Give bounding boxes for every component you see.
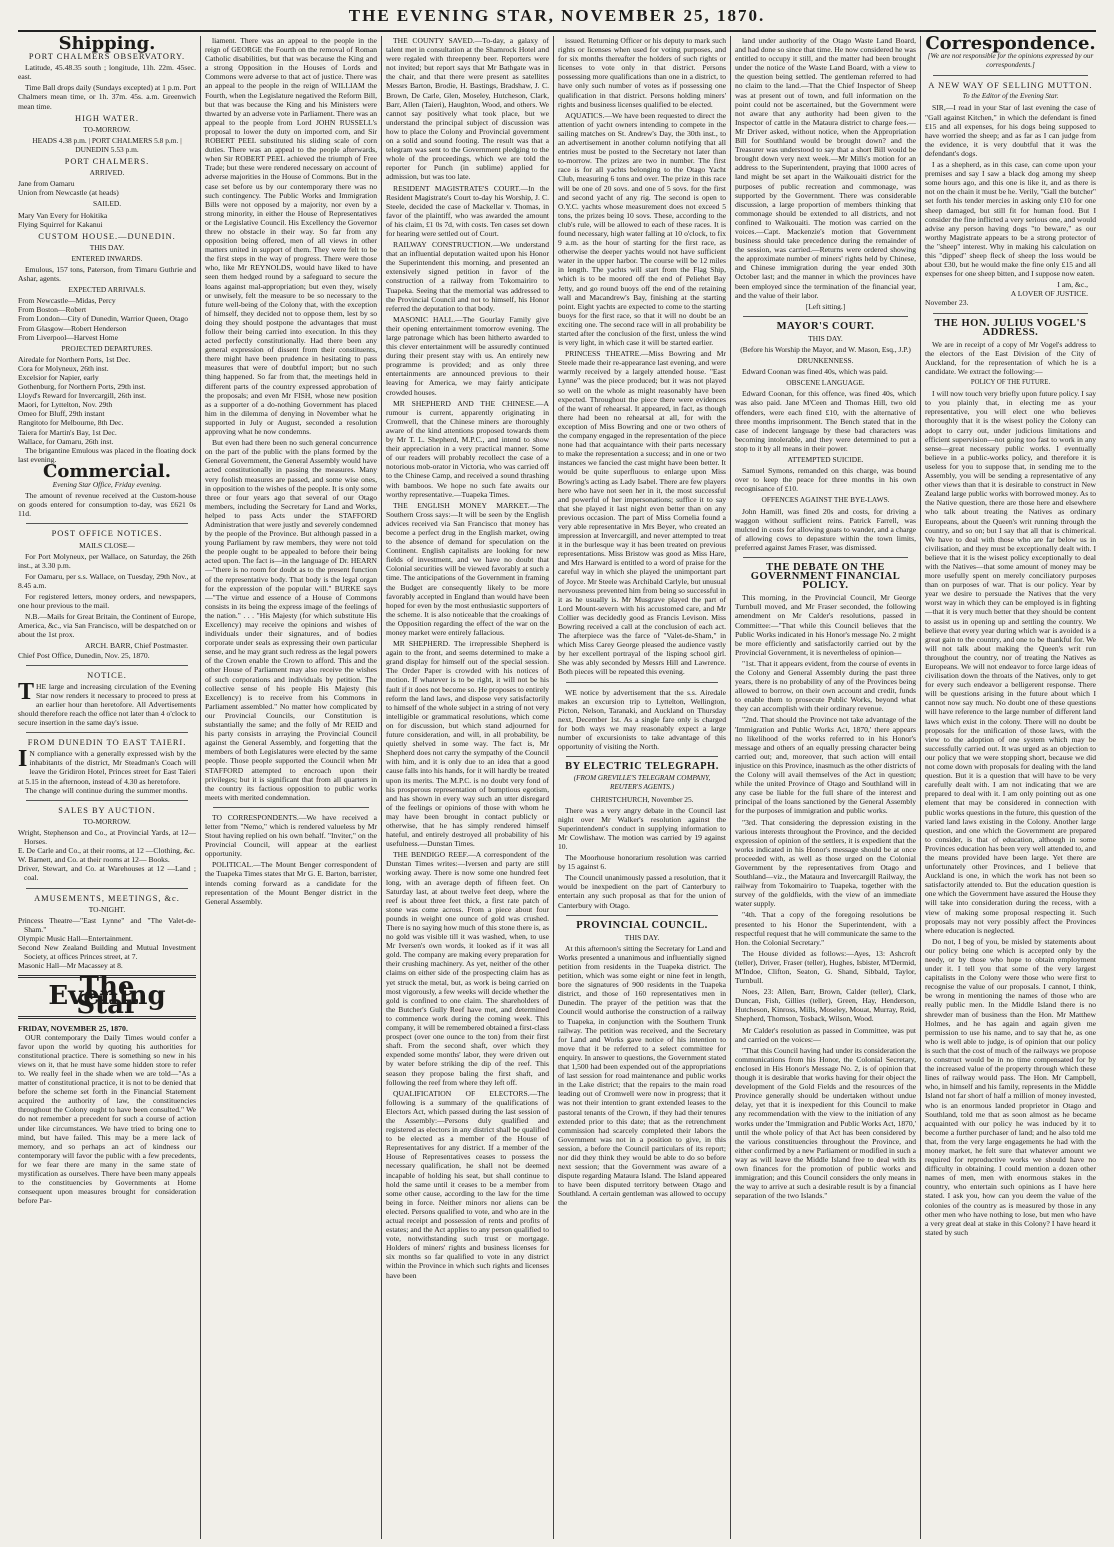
suicide-heading: ATTEMPTED SUICIDE. [787, 455, 864, 465]
telegraph-heading: BY ELECTRIC TELEGRAPH. [565, 761, 719, 773]
high-water-heading: HIGH WATER. [75, 113, 139, 123]
debate-text: "4th. That a copy of the foregoing resolutions be presented to his Honor the Superintendent, with a respectful request that he will communicate the same to the Hon. the Colonial Secretary." [735, 910, 916, 947]
amusements-heading: AMUSEMENTS, MEETINGS, &c. [34, 893, 180, 903]
list-item: From Boston—Robert [18, 305, 87, 315]
divider [743, 557, 908, 558]
list-item: Rangitoto for Melbourne, 8th Dec. [18, 418, 124, 428]
left-sitting: [Left sitting.] [805, 301, 846, 311]
entered-heading: ENTERED INWARDS. [71, 253, 143, 263]
list-item: From Newcastle—Midas, Percy [18, 296, 116, 306]
excursion-text: WE notice by advertisement that the s.s. Airedale makes an excursion trip to Lyttelton, Wellington, Picton, Nelson, Taranaki, and Auckland on Thursday next, December 1st. As a single fare only is charged for both ways we may reasonably expect a large number of excursionists to take advantage of this opportunity of visiting the North. [558, 687, 726, 752]
brigantine-text: The brigantine Emulous was placed in the floating dock last evening. [18, 445, 196, 464]
masthead [18, 6, 1096, 32]
list-item: Airedale for Northern Ports, 1st Dec. [18, 354, 131, 364]
taieri-text: I N compliance with a generally expressed wish by the inhabitants of the district, Mr Steadman's Coach will leave the Gridiron Hotel, Princes street for East Taieri at 5.15 in the afternoon, instead of 4.30 as heretofore. [18, 746, 196, 786]
debate-text: Noes, 23: Allen, Barr, Brown, Calder (teller), Clark, Duncan, Fish, Gillies (teller), Green, Hay, Henderson, Hutcheson, Kinross, Mills, Moseley, Mouat, Murray, Reid, Shepherd, Thomson, Tosback, Wilson, Wood. [735, 987, 916, 1024]
divider [26, 665, 188, 666]
taieri-text-2: The change will continue during the summer months. [25, 785, 188, 795]
mayor-bench: (Before his Worship the Mayor, and W. Mason, Esq., J.P.) [740, 345, 911, 354]
sales-heading: SALES BY AUCTION. [58, 805, 156, 815]
mails-close: MAILS CLOSE— [79, 540, 135, 550]
post-item: For Oamaru, per s.s. Wallace, on Tuesday, 29th Nov., at 8.45 a.m. [18, 571, 196, 590]
news-item: issued. Returning Officer or his deputy to mark such rights or licenses when used for voting purposes, and for six months thereafter the holders of such rights or licenses to vote only in that district. Persons possessing more qualifications than one in a district, to have only such number of votes as if possessing one qualification in that district. Persons holding miners' rights and business licenses qualified to be elected. [558, 36, 726, 109]
entered-text: Emulous, 157 tons, Paterson, from Timaru Guthrie and Ashar, agents. [18, 264, 196, 284]
provincial-continued: land under authority of the Otago Waste Land Board, and had done so since that time. He now considered he was entitled to occupy it still, and the matter had been brought under the notice of the Waste Land Board, with a view to the question being settled. The gentleman referred to had no claim to the land.—That the Chief Inspector of Sheep was at present out of town, and full information on the point could not be ascertained, but the Government were not aware that any authority had been given to the Inspector of cattle in the Mataura district to charge fees.—Mr Driver asked, without notice, when the Appropriation Bill for Southland would be brought down? and the Treasurer was understood to say that a short Bill would be brought down very next week.—Mr Mills's motion for an address to the Superintendent, praying that 1000 acres of land might be set apart in the Waikouaiti district for the purposes of public recreation and commonage, was supported by the Government. There was considerable discussion, a large proportion of members thinking that commonage should be extended to all districts, and not confined to Waikouaiti. The motion was carried on the voices.—Capt. Mackenzie's motion that Government business should take precedence during the remainder of the session, was carried.—Returns were ordered showing the approximate number of miners' rights held by Chinese, and Chinese immigration during the year ended 30th October last; and the manner in which the provinces have been employed since the termination of the financial year, and the value of their labor. [735, 36, 916, 300]
divider [933, 313, 1088, 314]
letter-text: SIR,—I read in your Star of last evening the case of "Gall against Kitchen," in which the defendant is fined £15 and all expenses, for his dogs being supposed to have worried the sheep; and as far as I can judge from the evidence, it is very doubtful that it was the defendant's dogs. [925, 103, 1096, 158]
debate-text: "2nd. That should the Province not take advantage of the 'Immigration and Public Works Act, 1870,' there appears no likelihood of the works referred to in his Honor's message and others of an equally pressing character being carried out; and, moreover, that such action will entail injustice on this Province, inasmuch as the other districts of the Colony will avail themselves of the Act in question; while the united Province of Otago and Southland will in any case be liable for the full share of the interest and principal of the loans sanctioned by the General Assembly for the purposes of immigration and public works. [735, 715, 916, 816]
post-item: N.B.—Mails for Great Britain, the Continent of Europe, America, &c., via San Francisco, will be despatched on or about the 1st prox. [18, 612, 196, 640]
column-rule [730, 36, 731, 1539]
column-2 [205, 36, 377, 1541]
mayor-sub: THIS DAY. [808, 333, 843, 343]
news-item: THE ENGLISH MONEY MARKET.—The Southern Cross says:—It will be seen by the English advices received via San Francisco that money has become a perfect drug in the English market, owing to the absence of demand for speculation on the Continent. English capitalists are looking for new fields of investment, and we have no doubt that Colonial securities will be viewed favorably at such a time. The anticipations of the Government in framing the Budget are consequently likely to be more favorably accepted in England than would have been hoped for even by the most enthusiastic supporters of the scheme. It is also noticeable that the croakings of the Opposition regarding the effect of the war on the money market were entirely fallacious. [386, 500, 549, 637]
divider [26, 523, 188, 524]
news-item: MR SHEPHERD. The irrepressible Shepherd is again to the front, and seems determined to make a grand display for himself out of the special session. The Order Paper is crowded with his notices of motion. If whatever is to be right, it will not be his fault if it does not become so. He proposes to entirely reform the land laws, and dispose very satisfactorily to himself of the whole subject in a string of not very intelligible or grammatical resolutions, which come on for discussion, but which stand adjourned for future consideration, and will, in all probability, be quietly shelved in some way. The fact is, Mr Shepherd does not carry the sympathy of the Council with him, and it is only due to an idea that a good cause falls into his hands, for it will hardly be treated upon its merits. The M.P.C. is no doubt very fond of his prosperous representation of bumptious egotism, and has shown in every way such an utter disregard of the feelings or opinions of those with whom he may have been brought in contact publicly or otherwise, that he has simply rendered himself hateful, and entirely destroyed all probability of his usefulness.—Dunstan Times. [386, 639, 549, 849]
list-item: Jane from Oamaru [18, 179, 75, 189]
debate-text: Mr Calder's resolution as passed in Committee, was put and carried on the voices:— [735, 1025, 916, 1044]
divider [26, 732, 188, 733]
provincial-text: At this afternoon's sitting the Secretary for Land and Works presented a unanimous and influentially signed petition from residents in the Tuapeka district. The petition, which was some eight or nine feet in length, bore the signatures of 900 residents in the Tuapeka district, and those of 160 representatives men in Dunedin. The prayer of the petition was that the Council would authorise the construction of a railway to Tuapeka, in conjunction with the Southern Trunk railway. The petition was received, and the Secretary for Land and Works gave notice of his intention to move that it be referred to a select committee for enquiry. In answer to questions, the Government stated that 1,500 had been expended out of the appropriations of last session for road maintenance and public works in the Lake district; that the repairs to the main road leading out of Cromwell were now in progress; that it was not their intention to grant extended leases to the pastoral tenants of the Crown, if they had their tenures extended prior to this date; that as the retrenchment commission had scarcely completed their labors the Government was not in a position to give, in this session, a before the Council particulars of its report; nor did they think they would be able to do so before next session; that the Government was aware of a dispute regarding Mataura Island. The Island appeared to have been disputed territory between Otago and Southland. A certain gentleman was allowed to occupy the [558, 943, 726, 1208]
list-item: From Liverpool—Harvest Home [18, 332, 118, 342]
list-item: From London—City of Dunedin, Warrior Queen, Otago [18, 314, 189, 324]
debate-text: The House divided as follows:—Ayes, 13: Ashcroft (teller), Driver, Fraser (teller), Hughes, Isbister, M'Dermid, M'Indoe, Clifton, Seaton, G. Shand, Sibbald, Taylor, Turnbull. [735, 948, 916, 986]
list-item: Taiera for Martin's Bay, 1st Dec. [18, 427, 117, 437]
revenue-text: The amount of revenue received at the Custom-house on goods entered for consumption to-day, was £621 0s 11d. [18, 491, 196, 519]
news-item: THE COUNTY SAVED.—To-day, a galaxy of talent met in consultation at the Shamrock Hotel and were regaled with threepenny beer. Reporters were not invited; but report says that Mr Bathgate was in the chair, and that there were present as satellites Messrs Barton, Brodie, H. Bastings, Bradshaw, J. C. Brown, De Carle, Glen, Moseley, Hutcheson, Clark, Barr, Allen (Taieri), Haughton, Wood, and others. We cannot say positively what took place, but we understand the principal subject of discussion was how to place the Colony and Provincial government on a solid and sound footing. The result was that a telegram was sent to the Government pledging to the whole of the proceedings, which we are told the reporter for Punch (in sublime) applied for admission, but was too late. [386, 36, 549, 182]
drunk-heading: DRUNKENNESS. [797, 356, 854, 366]
column-3 [386, 36, 549, 1541]
observatory-heading: PORT CHALMERS OBSERVATORY. [28, 52, 186, 62]
expected-heading: EXPECTED ARRIVALS. [68, 285, 146, 295]
mayor-heading: MAYOR'S COURT. [776, 320, 875, 332]
dateline: FRIDAY, NOVEMBER 25, 1870. [18, 1023, 128, 1033]
letter-text: I as a shepherd, as in this case, can come upon your premises and say I saw a black dog among my sheep some hours ago, and this one is like it, and as there is not on the chain it must be he. Verily, "Gall the butcher" set forth his tender mercies in asking only £10 for one sheep damaged, but still fit for human food. But I consider the fine inflicted a very serious one, and would advise any person having dogs "to beware," as our worthy Magistrate appears to be a strong protector of the "sheep" interest. Why in making his calculation on this "dipped" sheep fleck of sheep the loss would be about £30, but he would make the fine only £15 and all expenses for one sheep bitten, and I suppose now eaten. [925, 160, 1096, 279]
divider [566, 682, 718, 683]
telegraph-source: (FROM GREVILLE'S TELEGRAM COMPANY, REUTER'S AGENTS.) [573, 774, 711, 792]
vogel-text: Do not, I beg of you, be misled by statements about our policy being one which is accepted only by the needy, or by those who hope to obtain employment under it. I tell you that some of the very largest capitalists in the Colony were those who were first to recognise the value of our proposals. I cannot, I think, be wrong in mentioning the names of those who are really public men. In the Middle Island there is no shrewder man of business than the Hon. Mr Matthew Holmes, and he has again and again given me permission to use his name, and to say that he, as one who is well able to judge, is of opinion that our policy is such that the cost of much of the railways we propose to construct would be in no time compensated for by the increased value of the property through which these lines of railway would pass. The Hon. Mr Campbell, who, in himself and his family, represents in the Middle Island not far short of half a million of money invested, who is an enormous landed proprietor in Otago and Southland, told me that as soon almost as he became acquainted with our policy he was induced by it to become a further purchaser of land; and he also told me that, from the very large engagements he had with the money market, he felt sure that whatever amount we required for reproductive works we should have no difficulty in obtaining. I could mention a dozen other names of men, men with enormous stakes in the country, who entertain such opinions as I have here stated. I ask you, how can you deem the value of the colonies of the country as is measured by those in any other men who have nothing to lose, but men who have a very great deal at stake in this Colony? I have heard it stated by such [925, 936, 1096, 1237]
correspondents-text: —We have received a letter from "Nemo," which is rendered valueless by Mr Stout having replied on his own behalf. "Inviter," on the Provincial Council, will appear at the earliest opportunity. [205, 812, 377, 859]
column-6 [925, 36, 1096, 1541]
section-correspondence: Correspondence. [925, 36, 1096, 54]
news-item: QUALIFICATION OF ELECTORS.—The following is a summary of the qualifications of Electors Act, which passed during the last session of the Assembly:—Persons duly qualified and registered as electors in any district shall be qualified to be elected as a member of the House of Representatives for any district. If a member of the House of Representatives ceases to possess the necessary qualification, he shall not be deemed incapable of holding his seat, but shall continue to hold the same until it ceases to be a member from some other cause, according to the law for the time being in force. Neither minors nor aliens can be elected. Persons qualified to vote, and who are in the actual receipt and possession of rents and profits of estates; and the Act applies to any person qualified to vote, notwithstanding such trust or mortgage. Holders of miners' rights and business licenses for six months so far qualified to vote in any district within the Province in which such rights and licenses have been [386, 1088, 549, 1280]
post-item: For Port Molyneux, per Wallace, on Saturday, the 26th inst., at 3.30 p.m. [18, 551, 196, 570]
mutton-to: To the Editor of the Evening Star. [962, 92, 1059, 101]
amusements-list [18, 916, 196, 971]
divider [213, 807, 369, 808]
column-rule [200, 36, 201, 1539]
disclaimer: [We are not responsible for the opinions expressed by our correspondents.] [927, 52, 1094, 70]
latitude-text: Latitude, 45.48.35 south ; longitude, 11h. 22m. 45sec. east. [18, 63, 196, 82]
divider [743, 316, 908, 317]
list-item: Second New Zealand Building and Mutual Investment Society, at offices Princes street, at 7. [18, 942, 196, 962]
this-day-label: THIS DAY. [89, 242, 125, 252]
section-shipping: Shipping. [58, 36, 156, 54]
telegraph-dateline: CHRISTCHURCH, November 25. [590, 794, 694, 804]
post-heading: POST OFFICE NOTICES. [51, 529, 163, 539]
list-item: Wright, Stephenson and Co., at Provincial Yards, at 12—Horses. [18, 827, 196, 847]
column-1 [18, 36, 196, 1541]
tide-table: HEADS 4.38 p.m. | PORT CHALMERS 5.8 p.m. | DUNEDIN 5.53 p.m. [32, 135, 182, 154]
telegraph-item: The Moorhouse honorarium resolution was carried by 15 against 6. [558, 853, 726, 872]
drunk-text: Edward Coonan was fined 40s, which was paid. [742, 367, 888, 377]
news-item: THE BENDIGO REEF.—A correspondent of the Dunstan Times writes:—Iversen and party are still working away. There is now some one hundred feet long, with an average depth of fifteen feet. On Saturday last, at about twelve feet deep, where the reef is about three feet thick, a first rate patch of stone was come across. From a piece about four pounds in weight one ounce of gold was crushed. There is no saying how much of this stone there is, as no gold was visible till it was washed, when, to use Mr Iversen's own words, it looked as if it was all gold. The company are making every preparation for their crushing machinery. As yet, neither of the other claims on either side of the prospecting claim has as yet struck the metal, but, as work is being carried on most vigorously, a few weeks will decide whether the gold is confined to one claim. The shareholders of the Butcher's Gully Reef have met, and determined to commence work during the coming week. This company, it will be remembered obtained a first-class prospect (over one ounce to the ton) from their first shaft. From the second shaft, over which they expended some months' labor, they were driven out by water before striking the dip of the reef. This season they propose baling the first shaft, and following the reef from where they left off. [386, 850, 549, 1087]
obscene-text: Edward Coonan, for this offence, was fined 40s, which was also paid. Jane M'Ceen and Thomas Hill, two old offenders, were each fined £10, with the alternative of three months imprisonment. The Bench stated that in the case of indecent language by these bad characters was becoming intolerable, and they were determined to put a stop to it by all means in their power. [735, 389, 916, 453]
debate-text: "1st. That it appears evident, from the course of events in the Colony and General Assembly during the past three years, there is no probability of any of the Provinces being allowed to borrow, on their own account and credit, funds to enable them to prosecute Public Works, beyond what they can accomplish with their ordinary revenue. [735, 658, 916, 714]
news-item: RESIDENT MAGISTRATE'S COURT.—In the Resident Magistrate's Court to-day his Worship, J. C. Steele, decided the case of Mackellar v. Thomas, in favor of the plaintiff, who was awarded the amount of his claim, £1 0s 7d, with costs. Ten cases set down for hearing were settled out of Court. [386, 183, 549, 238]
divider [566, 756, 718, 757]
byelaw-heading: OFFENCES AGAINST THE BYE-LAWS. [761, 495, 890, 505]
list-item: Driver, Stewart, and Co. at Warehouses at 12 —Land ; coal. [18, 864, 196, 883]
list-item: Olympic Music Hall—Entertainment. [18, 933, 133, 943]
suicide-text: Samuel Symons, remanded on this charge, was bound over to keep the peace for three months in his own recognisance of £10. [735, 466, 916, 494]
arrived-heading: ARRIVED. [89, 168, 125, 178]
post-place: Chief Post Office, Dunedin, Nov. 25, 1870. [18, 650, 150, 660]
vogel-subheading: POLICY OF THE FUTURE. [970, 379, 1051, 387]
arrived-list [18, 179, 196, 197]
political-text: POLITICAL.—The Mount Benger correspondent of the Tuapeka Times states that Mr G. E. Barton, barrister, intends coming forward as a candidate for the representation of the Mount Benger district in the General Assembly. [205, 860, 377, 906]
masthead-title: THE EVENING STAR, NOVEMBER 25, 1870. [348, 6, 766, 25]
list-item: Omeo for Bluff, 29th instant [18, 409, 105, 419]
column-4 [558, 36, 726, 1541]
debate-heading: THE DEBATE ON THE GOVERNMENT FINANCIAL POLICY. [750, 561, 901, 592]
vogel-text: I will now touch very briefly upon future policy. I say to you plainly that, in electing me as your representative, you will elect one who believes thoroughly that it is the wisest policy the Colony can adopt to carry out, under judicious limitations and efficient supervision—not going too fast to work in any sense—great necessary public works. I eventually believe in a public-works policy, and therefore it is useless for you to suppose that, in sending me to the Assembly, you will be sending a representative of any other views than that it is desirable to construct in New Zealand large public works with borrowed money. As to the Native question, there are those here and elsewhere who talk about treating the Natives as ordinary Europeans, about the Queen's writ running through the country, and so on; but I say that all that is chimerical. We have to deal with those who are far below us in civilisation, and they must be exceptionally dealt with. I believe that it is the wisest policy exceptionally to deal with the Natives—that some amount of money may be more usefully spent on merely conciliatory purposes than on purposes of war. That is our policy. Year by year we desire to persuade the Natives that the very worst way in which they can be employed is in fighting—that it is very much better that they should be content to assist us in opening up and settling the country. We believe that every year during which war is avoided is a great gain to the country, and one to be thankful for. We will not talk about making the Queen's writ run throughout the country, nor of treating the Natives as Europeans. We will not endeavor to force large ideas of civilisation down the throats of the Natives, only to get for every such endeavor a belligerent response. There will be questions arising in the future about which I cannot now say much. No doubt one of these questions will have reference to the large number of different land laws which exist in the colony. There will no doubt be proposals for the unification of those laws, with the view to the adoption of one system which may be successfully carried out. It was urged as an objection to our policy that we were stopping short, because we did not come down with proposals for dealing with the land question. But it is a question that will have to be very carefully dealt with. I am not indicating that we are prepared to deal with it. I am only pointing out as one element that may be considered in connection with public works questions in the future, this question of the varied land laws existing in the Colony. Another large question, and one which the Government are prepared to consider, is that of education, although in some Provinces education has been very well attended to, and the means provided have been large. Yet there are unfortunately other Provinces, and I believe that Auckland is one, in which the work has not been so satisfactorily attended to. But the education question is one which the Government have assured the House they will take into consideration during the recess, with a view of making some proposal respecting it. Such proposals may not very possibly affect the Provinces where education is neglected. [925, 389, 1096, 935]
letter-date: November 23. [925, 298, 969, 308]
telegraph-item: There was a very angry debate in the Council last night over Mr Walker's resolution against the Superintendent's conduct in supplying information to Mr Cowlishaw. The motion was carried by 19 against 10. [558, 805, 726, 851]
news-item: MR SHEPHERD AND THE CHINESE.—A rumour is current, apparently originating in Cromwell, that the Chinese miners are thoroughly aware of the kind attentions proposed towards them by Mr T. L. Shepherd, M.P.C., and intend to show their appreciation in a very practical manner. Some of our readers will probably recollect the case of a notorious mob-orator in Victoria, who was carried off to the Chinese Camp, and received a sound thrashing with bamboos. We hope no such fate awaits our worthy representative.—Tuapeka Times. [386, 398, 549, 499]
divider [566, 915, 718, 916]
column-rule [920, 36, 921, 1539]
list-item: From Glasgow—Robert Henderson [18, 323, 127, 333]
divider [26, 888, 188, 889]
list-item: Masonic Hall—Mr Macassey at 8. [18, 961, 123, 971]
sales-list [18, 828, 196, 883]
projected-list [18, 355, 196, 446]
obscene-heading: OBSCENE LANGUAGE. [786, 378, 865, 388]
news-item: RAILWAY CONSTRUCTION.—We understand that an influential deputation waited upon his Honor the Superintendent this morning, and presented an extensively signed petition in favor of the construction of a railway from Tokomairiro to Tuapeka. Seeing that the memorial was addressed to the Provincial Council and not to himself, his Honor referred the deputation to that body. [386, 240, 549, 313]
letter-closing: I am, &c., [1057, 280, 1088, 290]
port-heading: PORT CHALMERS. [64, 157, 150, 167]
office-line: Evening Star Office, Friday evening. [52, 480, 162, 490]
divider [933, 75, 1088, 76]
telegraph-item: The Council unanimously passed a resolution, that it would be inexpedient on the part of Canterbury to entertain any such proposal as that for the union of Canterbury with Otago. [558, 873, 726, 910]
amusements-sub: TO-NIGHT. [88, 904, 126, 914]
news-item: AQUATICS.—We have been requested to direct the attention of yacht owners intending to compete in the sailing matches on St. Andrew's Day, the 30th inst., to an advertisement in another column notifying that all entries must be posted to the Secretary not later than to-morrow. The prizes are two in number. The first race is for all yachts belonging to the Otago Yacht Club, measuring 6 tons and over. The prize in this race will be one of 20 sovs. and one of 5 sovs. for the first and second yacht of any rig. The second is open to O.Y.C. yachts whose measurement does not exceed 5 tons, the prizes being 10 sovs. These, according to the club's rule, will be allowed to each of these races. It is found necessary, high water falling at 10 o'clock, to fix 9 a.m. as the hour of starting for the first race, as otherwise the deeper yachts would not have sufficient water in the upper harbor. The course will be 12 miles in length. The yachts will start from the Flag Ship, which is to be moored off the end of Peliehet Bay Jetty, and go round buoys off the end of the retaining wall and Macandrew's Bay, finishing at the starting point. Eight yachts are expected to come to the starting buoys for the first race, so that it will no doubt be an exciting one. The second race will in all probability be started after the conclusion of the first, unless the wind is very light, in which case it will be started earlier. [558, 110, 726, 348]
list-item: Lloyd's Reward for Invercargill, 26th inst. [18, 391, 146, 401]
list-item: Union from Newcastle (at heads) [18, 188, 119, 198]
column-rule [381, 36, 382, 1539]
expected-list [18, 296, 196, 341]
sailed-list [18, 211, 196, 229]
vogel-intro: We are in receipt of a copy of Mr Vogel's address to the electors of the East Division of the City of Auckland, for the representation of which he is a candidate. We extract the following:— [925, 339, 1096, 376]
taieri-heading: FROM DUNEDIN TO EAST TAIERI. [27, 738, 187, 748]
list-item: W. Barnett, and Co. at their rooms at 12— Books. [18, 855, 170, 865]
list-item: Maori, for Lyttelton, Nov. 29th [18, 400, 113, 410]
post-item: For registered letters, money orders, and newspapers, one hour previous to the mail. [18, 591, 196, 611]
section-commercial: Commercial. [43, 460, 171, 482]
provincial-heading: PROVINCIAL COUNCIL. [576, 919, 708, 931]
news-item: MASONIC HALL.—The Gourlay Family give their opening entertainment tomorrow evening. The large patronage which has been hitherto awarded to this clever entertainment will be assuredly continued during their present stay with us. An entirely new programme is provided; and as only three entertainments are announced previous to their leaving for America, we may fairly anticipate crowded houses. [386, 314, 549, 397]
divider [26, 800, 188, 801]
list-item: Excelsior for Napier, early [18, 373, 99, 382]
column-rule [553, 36, 554, 1539]
list-item: Princess Theatre—"East Lynne" and "The Valet-de-Sham." [18, 915, 196, 934]
tomorrow-label: TO-MORROW. [83, 124, 131, 134]
debate-text: "3rd. That considering the depression existing in the various interests throughout the Province, and the decided expression of opinion of the settlers, it is expedient that the works indicated in his Honor's message should be at once proceeded with, as well as those urged on the Colonial Government by the representatives from Otago and Southland—viz., the Mataura and Invercargill Railway, the railway from Tokomairiro to Tuapeka, together with the survey of the goldfields, with the view of an immediate water supply. [735, 817, 916, 909]
paper-nameplate: The Evening Star [48, 972, 166, 1021]
list-item: Wallace, for Oamaru, 26th inst. [18, 436, 114, 446]
customs-heading: CUSTOM HOUSE.—DUNEDIN. [38, 231, 176, 241]
list-item: Mary Van Every for Hokitika [18, 210, 108, 220]
list-item: Cora for Molyneux, 26th inst. [18, 363, 109, 373]
news-item: PRINCESS THEATRE.—Miss Bowring and Mr Steele made their re-appearance last evening, and were warmly received by a largely attended house. "East Lynne" was the piece produced; but it was not played so well on the whole as might reasonably have been expected. Throughout the piece there were evidences of the want of rehearsal. It appeared, in fact, as though there had been no rehearsal at all, for with the exception of Miss Bowring and one or two others of the company engaged in the representation of the piece none had that acquaintance with their parts necessary to make the representation a success; and in one or two instances we fancied the cast might have been better. It would be quite superfluous to enlarge upon Miss Bowring's acting as Lady Isabel. There are few players here who have not seen her in it, the most successful and powerful of her impersonations; suffice it to say that she played it last night even better than on any previous occasion. The part of Miss Cornelia found a very able representative in Mrs Beyer, who created an impression at Invercargill, and never attempted to treat it in the burlesque way it has been treated on previous representations. Miss Bristow was good as Miss Hare, and Mrs Harward is entitled to a word of praise for the careful way in which she played the unimportant part of Joyce. Mr Steele was Archibald Carlyle, but unusual nervousness prevented him from being so successful in it as he usually is. Mr Musgrave played the part of Lord Mount-severn with his accustomed care, and Mr Collier was decidedly good as Francis Levison. Miss Bowring received a call at the conclusion of each act. The afterpiece was the farce of "Valet-de-Sham," in which Miss Carey George pleased the audience vastly by her excellent portrayal of the lisping school girl. She was ably seconded by Messrs Hill and Lawrence. Both pieces will be repeated this evening. [558, 349, 726, 677]
debate-text: This morning, in the Provincial Council, Mr George Turnbull moved, and Mr Fraser seconded, the following amendment on Mr Calder's resolutions, passed in Committee:—"That while this Council believes that the Public Works indicated in his Honor's message No. 2 might be more efficiently and satisfactorily carried out by the Provincial Government, it is nevertheless of opinion— [735, 593, 916, 657]
leader-text: OUR contemporary the Daily Times would confer a favor upon the world by quoting his authorities for constitutional practice. There is something so new in his views on it, that he must have some hidden store to refer to. We really feel in the shade when we are told—"As a matter of constitutional practice, it is not to be denied that before the scheme set forth in the Financial Statement acquired the authority of law, the constituencies throughout the Colony ought to have been consulted." We do not remember a precedent for such a course of action under like circumstances. We have tried to bring one to mind, but have failed. This may be a mere lack of memory, and so perhaps an act of kindness our contemporary will favor the public with a few precedents, for we fear there are many in the same state of mystification as ourselves. There have been many appeals to the constituencies by Governments at Home consequent upon measures brought for consideration before Par- [18, 1032, 196, 1206]
column-5 [735, 36, 916, 1541]
sailed-heading: SAILED. [92, 199, 122, 209]
list-item: Flying Squirrel for Kakanui [18, 219, 103, 229]
leader-continued: liament. There was an appeal to the people in the reign of GEORGE the Fourth on the removal of Roman Catholic disabilities, but that was because the King and a strong Opposition in the Houses of Lords and Commons were adverse to that act of justice. There was an appeal to the people in the reign of WILLIAM the Fourth, when the Legislature negatived the Reform Bill, but that was because the King and his Ministers were thwarted by an adverse vote in Parliament. There was an appeal to the people from Lord JOHN RUSSELL's proposal to lower the duty on imported corn, and Sir ROBERT PEEL substituted his sliding scale of corn duties. There was an appeal to the people afterwards, when Sir ROBERT PEEL achieved the triumph of Free Trade; but these were rendered necessary on account of adverse majorities in the House of Commons. But in the case set before us by our contemporary there was no such contingency. The Public Works and Immigration Bills were not opposed by a majority, nor even by a strong minority, in either the House of Representatives or the Legislative Council. His Excellency the Governor threw no obstacle in their way. So far from any opposition being offered, men of all views in other matters united in support of them. They were felt to be the first steps in the way of progress. There were those who, like Mr REYNOLDS, would have liked to have seen them hedged round by a safeguard to secure the loans against mal-appropriation; but even they, wisely or unwisely, felt the measure to be so necessary to the future well-being of the Colony that, with the exception of himself, they decided not to oppose them, lest by so doing they should postpone the advantages that must follow their being carried into execution. In this they acted perfectly constitutionally. Had there been any general expression of dissent from their constituents, there might have been prudence in hesitating to pass measures that were of doubtful import; but no such thing happened. So far from that, the meetings held in different parts of the country expressed approbation of the proposals; and even Mr FISH, whose new position as a supporter of a do-nothing Government has placed him in the dilemma of denying in November what he supported in July or August, seconded a resolution approving what he now condemns. [205, 36, 377, 437]
projected-heading: PROJECTED DEPARTURES. [61, 343, 153, 353]
byelaw-text: John Hamill, was fined 20s and costs, for driving a waggon without sufficient reins. Patrick Farrell, was mulcted in costs for allowing goats to wander, and a charge of allowing cows to depasture within the town limits, preferred against James Fraser, was dismissed. [735, 506, 916, 552]
provincial-sub: THIS DAY. [624, 932, 660, 942]
mutton-heading: A NEW WAY OF SELLING MUTTON. [928, 81, 1093, 91]
vogel-heading: THE HON. JULIUS VOGEL'S ADDRESS. [934, 317, 1087, 338]
leader-continued: But even had there been no such general concurrence on the part of the public with the plans formed by the General Government, the General Assembly would have acted constitutionally in passing the measures. Many very foolish measures are passed, and some wise ones, in opposition to the wishes of the people. It is only some three or four years ago that several of our Otago members, including the Secretary for Land and Works, helped to pass Acts under the STAFFORD Administration that were justly and severely condemned by the people of the Province. But although passed in a young Parliament by raw members, they were not told the people ought to be appealed to before their being acted upon. The fact is—in the language of Dr. HEARN—"there is no room for doubt as to the present function of the representative body. That body is the legal organ for the expression of the popular will." BURKE says—"The virtue and essence of a House of Commons consists in its being the express image of the feelings of the nation." . . . "His Majesty (for which substitute His Excellency) may receive the opinions and wishes of individuals under their signatures, and of bodies corporate under seals as expressing their own particular sense, and he may grant such redress as the legal powers of the Crown enable the Crown to afford. This and the other House of Parliament may also receive the wishes of such corporations and individuals by petition. The collective sense of his people His Majesty (his Excellency) is to receive from his Commons in Parliament assembled." No matter how complicated by our Provincial Councils, our Constitution is substantially the same; and the folly of Mr REID and his party consists in arraying the Provincial Council against the General Assembly, and forgetting that the members of both Legislatures were elected by the same people. Those people supported the Council when Mr STAFFORD attempted to encroach upon their privileges; but it is significant that from all quarters in the country its factious opposition to public works meets with merited condemnation. [205, 438, 377, 802]
post-signature: ARCH. BARR, Chief Postmaster. [85, 641, 188, 651]
letter-signature: A LOVER OF JUSTICE. [1010, 289, 1088, 299]
list-item: Gothenburg, for Northern Ports, 29th inst. [18, 382, 146, 392]
notice-heading: NOTICE. [87, 670, 127, 680]
notice-text: THE large and increasing circulation of the Evening Star now renders it necessary to proceed to press at an earlier hour than heretofore. All Advertisements should therefore reach the office not later than 4 o'clock to secure insertion in the same day's issue. [18, 678, 196, 728]
correspondents-heading: TO CORRESPONDENTS. [212, 812, 299, 822]
debate-text: "That this Council having had under its consideration the communications from his Honor, the Colonial Secretary, enclosed in His Honor's Message No. 2, is of opinion that though it is desirable that works having for their object the development of the Gold Fields and the resources of the Province generally should be undertaken without undue delay, yet that it is inexpedient for this Council to make any recommendation with the view to the initiation of any works under the 'Immigration and Public Works Act, 1870,' until the whole policy of that Act has been considered by the various constituencies throughout the Province, and either confirmed by a new Parliament or modified in such a way as will leave the Middle Island free to deal with its own finances for the promotion of public works and immigration; and this Council considers the only means in the way to arrive at such a desirable result is by a financial separation of the two Islands." [735, 1045, 916, 1201]
list-item: E. De Carle and Co., at their rooms, at 12 —Clothing, &c. [18, 846, 195, 856]
timeball-text: Time Ball drops daily (Sundays excepted) at 1 p.m. Port Chalmers mean time, or 1h. 37m. 45s. a.m. Greenwich mean time. [18, 83, 196, 111]
sales-sub: TO-MORROW. [83, 816, 131, 826]
